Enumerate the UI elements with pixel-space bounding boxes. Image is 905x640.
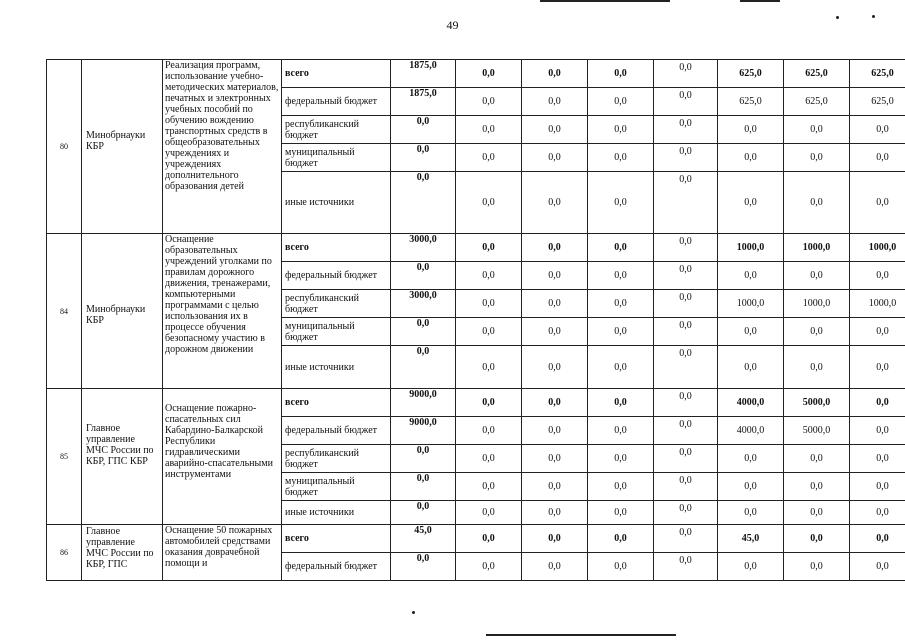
scan-dot (836, 16, 839, 19)
funding-source: федеральный бюджет (282, 88, 391, 116)
year-value-cell: 0,0 (850, 417, 905, 445)
total-cell: 9000,0 (391, 417, 456, 445)
year-value-cell: 0,0 (654, 473, 718, 501)
year-value-cell: 0,0 (784, 116, 850, 144)
scan-mark-bottom (486, 634, 676, 636)
year-value-cell: 45,0 (718, 525, 784, 553)
table-row (47, 389, 905, 417)
funding-source: муниципальный бюджет (282, 473, 391, 501)
total-cell: 45,0 (391, 525, 456, 553)
year-value-cell: 0,0 (456, 525, 522, 553)
year-value-cell: 0,0 (784, 172, 850, 234)
year-value-cell: 0,0 (588, 445, 654, 473)
total-cell: 0,0 (391, 172, 456, 234)
year-value-cell: 0,0 (850, 389, 905, 417)
year-value-cell: 0,0 (718, 318, 784, 346)
responsible-org: Минобрнауки КБР (82, 234, 163, 389)
activity-description: Оснащение образовательных учреждений уголками по правилам дорожного движения, тренажерами, компьютерными программами с целью использования их в процессе обучения безопасному участию в дорожном движении (163, 234, 282, 389)
responsible-org: Главное управление МЧС России по КБР, ГПС (82, 525, 163, 581)
year-value-cell: 0,0 (654, 144, 718, 172)
table-row (47, 525, 905, 553)
year-value-cell: 0,0 (654, 262, 718, 290)
responsible-org: Главное управление МЧС России по КБР, ГПС КБР (82, 389, 163, 525)
year-value-cell: 0,0 (718, 445, 784, 473)
funding-source: иные источники (282, 501, 391, 525)
total-cell: 1875,0 (391, 88, 456, 116)
funding-source: федеральный бюджет (282, 553, 391, 581)
year-value-cell: 0,0 (456, 60, 522, 88)
year-value-cell: 0,0 (850, 144, 905, 172)
year-value-cell: 0,0 (522, 172, 588, 234)
funding-source: иные источники (282, 346, 391, 389)
year-value-cell: 0,0 (784, 553, 850, 581)
year-value-cell: 1000,0 (718, 290, 784, 318)
total-cell: 0,0 (391, 116, 456, 144)
funding-source: всего (282, 234, 391, 262)
year-value-cell: 0,0 (850, 116, 905, 144)
year-value-cell: 625,0 (850, 88, 905, 116)
year-value-cell: 0,0 (654, 525, 718, 553)
year-value-cell: 1000,0 (718, 234, 784, 262)
year-value-cell: 0,0 (718, 172, 784, 234)
year-value-cell: 0,0 (588, 60, 654, 88)
year-value-cell: 0,0 (456, 88, 522, 116)
year-value-cell: 0,0 (718, 346, 784, 389)
year-value-cell: 0,0 (456, 116, 522, 144)
year-value-cell: 0,0 (654, 417, 718, 445)
total-cell: 1875,0 (391, 60, 456, 88)
funding-source: республиканский бюджет (282, 116, 391, 144)
year-value-cell: 0,0 (654, 445, 718, 473)
year-value-cell: 0,0 (654, 553, 718, 581)
year-value-cell: 0,0 (588, 88, 654, 116)
scan-mark-top-right (740, 0, 780, 2)
year-value-cell: 0,0 (850, 473, 905, 501)
year-value-cell: 0,0 (588, 234, 654, 262)
total-cell: 0,0 (391, 262, 456, 290)
year-value-cell: 0,0 (784, 473, 850, 501)
year-value-cell: 0,0 (522, 445, 588, 473)
year-value-cell: 0,0 (522, 60, 588, 88)
year-value-cell: 5000,0 (784, 417, 850, 445)
year-value-cell: 0,0 (850, 553, 905, 581)
year-value-cell: 0,0 (588, 417, 654, 445)
funding-source: всего (282, 525, 391, 553)
total-cell: 0,0 (391, 473, 456, 501)
total-cell: 3000,0 (391, 234, 456, 262)
year-value-cell: 0,0 (850, 172, 905, 234)
year-value-cell: 0,0 (456, 389, 522, 417)
year-value-cell: 0,0 (850, 318, 905, 346)
year-value-cell: 0,0 (456, 144, 522, 172)
year-value-cell: 0,0 (718, 553, 784, 581)
year-value-cell: 0,0 (522, 144, 588, 172)
year-value-cell: 0,0 (588, 116, 654, 144)
year-value-cell: 0,0 (522, 234, 588, 262)
total-cell: 3000,0 (391, 290, 456, 318)
table-row (47, 234, 905, 262)
scan-dot (412, 611, 415, 614)
year-value-cell: 0,0 (654, 172, 718, 234)
year-value-cell: 0,0 (588, 290, 654, 318)
year-value-cell: 4000,0 (718, 389, 784, 417)
year-value-cell: 0,0 (522, 417, 588, 445)
funding-source: всего (282, 60, 391, 88)
total-cell: 0,0 (391, 501, 456, 525)
year-value-cell: 0,0 (522, 318, 588, 346)
funding-source: федеральный бюджет (282, 262, 391, 290)
year-value-cell: 5000,0 (784, 389, 850, 417)
total-cell: 0,0 (391, 346, 456, 389)
total-cell: 9000,0 (391, 389, 456, 417)
year-value-cell: 0,0 (588, 501, 654, 525)
funding-source: иные источники (282, 172, 391, 234)
year-value-cell: 0,0 (654, 346, 718, 389)
activity-description: Реализация программ, использование учебно-методических материалов, печатных и электронных учебных пособий по обучению вождению транспортных средств в общеобразовательных учреждениях и учреждениях дополнительного образования детей (163, 60, 282, 234)
year-value-cell: 0,0 (850, 445, 905, 473)
year-value-cell: 625,0 (784, 60, 850, 88)
year-value-cell: 0,0 (654, 389, 718, 417)
year-value-cell: 1000,0 (850, 290, 905, 318)
total-cell: 0,0 (391, 144, 456, 172)
year-value-cell: 1000,0 (784, 234, 850, 262)
year-value-cell: 0,0 (588, 553, 654, 581)
year-value-cell: 0,0 (522, 389, 588, 417)
year-value-cell: 1000,0 (784, 290, 850, 318)
year-value-cell: 0,0 (522, 346, 588, 389)
funding-source: муниципальный бюджет (282, 144, 391, 172)
funding-source: муниципальный бюджет (282, 318, 391, 346)
year-value-cell: 0,0 (456, 262, 522, 290)
table-row (47, 60, 905, 88)
year-value-cell: 0,0 (522, 473, 588, 501)
year-value-cell: 4000,0 (718, 417, 784, 445)
scan-dot (872, 15, 875, 18)
year-value-cell: 0,0 (588, 473, 654, 501)
year-value-cell: 0,0 (654, 290, 718, 318)
year-value-cell: 0,0 (654, 116, 718, 144)
year-value-cell: 0,0 (588, 172, 654, 234)
activity-description: Оснащение пожарно-спасательных сил Кабардино-Балкарской Республики гидравлическими аварийно-спасательными инструментами (163, 389, 282, 525)
year-value-cell: 0,0 (654, 318, 718, 346)
year-value-cell: 0,0 (588, 346, 654, 389)
budget-table (46, 59, 905, 581)
year-value-cell: 0,0 (718, 501, 784, 525)
year-value-cell: 0,0 (718, 116, 784, 144)
year-value-cell: 0,0 (522, 501, 588, 525)
year-value-cell: 0,0 (456, 346, 522, 389)
year-value-cell: 0,0 (784, 318, 850, 346)
year-value-cell: 0,0 (522, 290, 588, 318)
year-value-cell: 625,0 (784, 88, 850, 116)
year-value-cell: 0,0 (456, 318, 522, 346)
year-value-cell: 0,0 (654, 60, 718, 88)
year-value-cell: 0,0 (456, 172, 522, 234)
year-value-cell: 0,0 (522, 116, 588, 144)
year-value-cell: 0,0 (522, 525, 588, 553)
year-value-cell: 0,0 (850, 525, 905, 553)
activity-description: Оснащение 50 пожарных автомобилей средствами оказания доврачебной помощи и (163, 525, 282, 581)
year-value-cell: 0,0 (654, 501, 718, 525)
scan-mark-top (540, 0, 670, 2)
funding-source: федеральный бюджет (282, 417, 391, 445)
funding-source: республиканский бюджет (282, 445, 391, 473)
total-cell: 0,0 (391, 445, 456, 473)
year-value-cell: 0,0 (654, 234, 718, 262)
year-value-cell: 0,0 (522, 553, 588, 581)
year-value-cell: 0,0 (588, 262, 654, 290)
year-value-cell: 0,0 (588, 525, 654, 553)
year-value-cell: 625,0 (850, 60, 905, 88)
year-value-cell: 0,0 (456, 234, 522, 262)
year-value-cell: 0,0 (718, 144, 784, 172)
year-value-cell: 0,0 (588, 389, 654, 417)
year-value-cell: 0,0 (784, 501, 850, 525)
year-value-cell: 0,0 (850, 501, 905, 525)
year-value-cell: 625,0 (718, 60, 784, 88)
funding-source: всего (282, 389, 391, 417)
year-value-cell: 0,0 (522, 262, 588, 290)
year-value-cell: 0,0 (588, 144, 654, 172)
year-value-cell: 0,0 (784, 262, 850, 290)
year-value-cell: 0,0 (456, 417, 522, 445)
row-number: 86 (47, 525, 82, 581)
year-value-cell: 0,0 (456, 501, 522, 525)
year-value-cell: 0,0 (784, 525, 850, 553)
year-value-cell: 625,0 (718, 88, 784, 116)
year-value-cell: 0,0 (718, 262, 784, 290)
year-value-cell: 0,0 (718, 473, 784, 501)
page-number: 49 (446, 18, 459, 32)
row-number: 84 (47, 234, 82, 389)
total-cell: 0,0 (391, 553, 456, 581)
total-cell: 0,0 (391, 318, 456, 346)
year-value-cell: 1000,0 (850, 234, 905, 262)
year-value-cell: 0,0 (456, 290, 522, 318)
year-value-cell: 0,0 (654, 88, 718, 116)
row-number: 80 (47, 60, 82, 234)
row-number: 85 (47, 389, 82, 525)
year-value-cell: 0,0 (850, 262, 905, 290)
year-value-cell: 0,0 (456, 445, 522, 473)
year-value-cell: 0,0 (784, 144, 850, 172)
year-value-cell: 0,0 (456, 473, 522, 501)
funding-source: республиканский бюджет (282, 290, 391, 318)
year-value-cell: 0,0 (522, 88, 588, 116)
year-value-cell: 0,0 (850, 346, 905, 389)
year-value-cell: 0,0 (784, 445, 850, 473)
year-value-cell: 0,0 (456, 553, 522, 581)
year-value-cell: 0,0 (588, 318, 654, 346)
responsible-org: Минобрнауки КБР (82, 60, 163, 234)
year-value-cell: 0,0 (784, 346, 850, 389)
